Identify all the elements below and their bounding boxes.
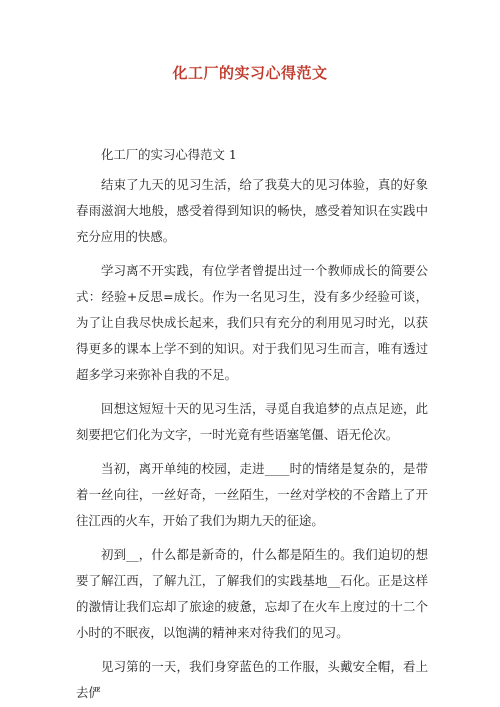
document-body	[76, 142, 428, 706]
document-title: 化工厂的实习心得范文	[172, 64, 328, 82]
paragraph-2: 学习离不开实践，有位学者曾提出过一个教师成长的简要公式：经验+反思=成长。作为一名见习生，没有多少经验可谈，为了让自我尽快成长起来，我们只有充分的利用见习时光，以获得更多的课本上学不到的知识。对于我们见习生而言，唯有透过超多学习来弥补自我的不足。	[76, 263, 428, 382]
paragraph-5: 初到__，什么都是新奇的，什么都是陌生的。我们迫切的想要了解江西，了解九江，了解我们的实践基地__石化。正是这样的激情让我们忘却了旅途的疲惫，忘却了在火车上度过的十二个小时的不眠夜，以饱满的精神来对待我们的见习。	[76, 547, 428, 640]
paragraph-3: 回想这短短十天的见习生活，寻觅自我追梦的点点足迹，此刻要把它们化为文字，一时光竟有些语塞笔僵、语无伦次。	[76, 401, 428, 442]
section-subtitle: 化工厂的实习心得范文 1	[101, 147, 237, 162]
paragraph-1: 结束了九天的见习生活，给了我莫大的见习体验，真的好象春雨滋润大地般，感受着得到知识的畅快，感受着知识在实践中充分应用的快感。	[76, 177, 428, 244]
paragraph-4: 当初，离开单纯的校园，走进____时的情绪是复杂的，是带着一丝向往，一丝好奇，一丝陌生，一丝对学校的不舍踏上了开往江西的火车，开始了我们为期九天的征途。	[76, 461, 428, 528]
paragraph-6: 见习第的一天，我们身穿蓝色的工作服，头戴安全帽，看上去俨	[76, 659, 428, 700]
